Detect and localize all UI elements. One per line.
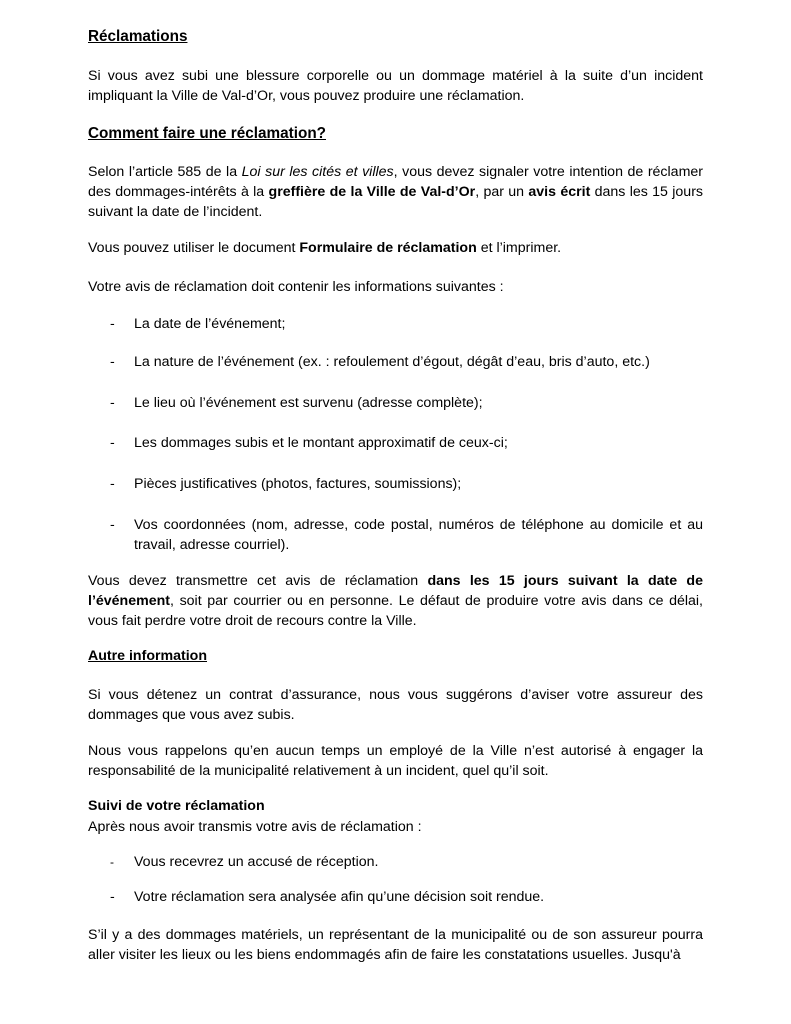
liability-paragraph: Nous vous rappelons qu’en aucun temps un employé de la Ville n’est autorisé à engager la responsabilité de la municipalité relativement à un incident, quel qu’il soit. bbox=[88, 743, 703, 779]
material-damage-paragraph: S’il y a des dommages matériels, un représentant de la municipalité ou de son assureur pourra aller visiter les lieux ou les biens endommagés afin de faire les constatations usuelles. Jusqu'à bbox=[88, 927, 703, 963]
page-title: Réclamations bbox=[88, 28, 188, 45]
list-item: - La date de l’événement; bbox=[110, 316, 286, 332]
deadline-paragraph: Vous devez transmettre cet avis de réclamation dans les 15 jours suivant la date de l’événement, soit par courrier ou en personne. Le défaut de produire votre avis dans ce délai, vous fait perdre votre droit de recours contre la Ville. bbox=[88, 573, 703, 629]
list-item: - Pièces justificatives (photos, factures, soumissions); bbox=[110, 476, 462, 492]
follow-up-lead: Après nous avoir transmis votre avis de réclamation : bbox=[88, 819, 422, 835]
list-item: - Les dommages subis et le montant approximatif de ceux-ci; bbox=[110, 435, 508, 451]
form-paragraph: Vous pouvez utiliser le document Formulaire de réclamation et l’imprimer. bbox=[88, 240, 562, 256]
section-heading-how-to-claim: Comment faire une réclamation? bbox=[88, 125, 327, 142]
insurance-paragraph: Si vous détenez un contrat d’assurance, nous vous suggérons d’aviser votre assureur des dommages que vous avez subis. bbox=[88, 687, 703, 723]
section-heading-other-info: Autre information bbox=[88, 648, 208, 664]
list-item: - Votre réclamation sera analysée afin qu’une décision soit rendue. bbox=[110, 889, 545, 905]
required-info-paragraph: Votre avis de réclamation doit contenir les informations suivantes : bbox=[88, 279, 504, 295]
article-585-paragraph: Selon l’article 585 de la Loi sur les cités et villes, vous devez signaler votre intention de réclamer des dommages-intérêts à la greffière de la Ville de Val-d’Or, par un avis écrit dans les 15 jours suivant la date de l’incident. bbox=[88, 164, 704, 220]
section-heading-follow-up: Suivi de votre réclamation bbox=[88, 798, 265, 814]
list-item: - La nature de l’événement (ex. : refoulement d’égout, dégât d’eau, bris d’auto, etc.) bbox=[110, 354, 650, 370]
list-item: - Vous recevrez un accusé de réception. bbox=[110, 854, 379, 870]
list-item: - Vos coordonnées (nom, adresse, code postal, numéros de téléphone au domicile et au travail, adresse courriel). bbox=[110, 517, 703, 553]
list-item: - Le lieu où l’événement est survenu (adresse complète); bbox=[110, 395, 483, 411]
intro-paragraph: Si vous avez subi une blessure corporelle ou un dommage matériel à la suite d’un incident impliquant la Ville de Val-d’Or, vous pouvez produire une réclamation. bbox=[88, 68, 703, 104]
